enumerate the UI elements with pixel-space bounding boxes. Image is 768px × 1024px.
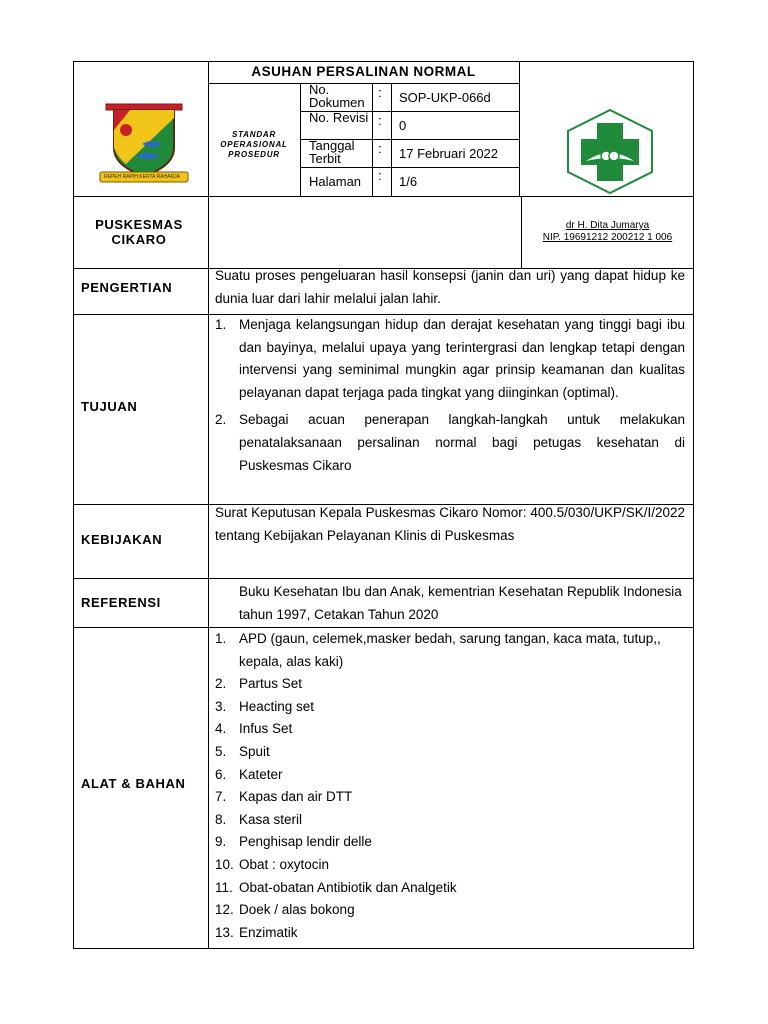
list-item-number: 1. [215,631,227,646]
field-sep-1: : [378,85,382,100]
list-item [215,831,685,854]
list-item [215,764,685,787]
list-item-number: 3. [215,698,227,714]
sop-label [208,130,300,160]
list-item-number: 1. [215,317,227,332]
list-item-number: 9. [215,834,227,850]
list-item-number: 4. [215,721,227,737]
pengertian-text: Suatu proses pengeluaran hasil konsepsi (janin dan uri) yang dapat hidup ke dunia luar dari lahir melalui jalan lahir. [215,268,685,306]
list-item-text: Menjaga kelangsungan hidup dan derajat kesehatan yang tinggi bagi ibu dan bayinya, melalui upaya yang terintergrasi dan lengkap tetapi dengan intervensi yang seminimal mungkin agar prinsip keamanan dan kualitas pelayanan dapat terjaga pada tingkat yang diinginkan (optimal). [239,317,685,400]
list-item-text: Penghisap lendir delle [239,834,372,850]
list-item-number: 2. [215,676,227,692]
list-item [215,696,685,719]
list-item-text: Kateter [239,766,283,782]
list-item [215,314,685,404]
referensi-text: Buku Kesehatan Ibu dan Anak, kementrian Kesehatan Republik Indonesia tahun 1997, Cetakan Tahun 2020 [239,584,682,622]
list-item-number: 10. [215,856,234,872]
list-item-number: 2. [215,412,227,428]
list-item-number: 8. [215,811,227,827]
section-label-referensi: REFERENSI [81,595,161,610]
field-label-no-dokumen: No. Dokumen [309,82,365,110]
list-item [215,877,685,900]
list-item [215,809,685,832]
field-value-no-dokumen: SOP-UKP-066d [399,90,491,105]
list-item [215,854,685,877]
field-value-halaman: 1/6 [399,174,418,189]
list-item-text: Kasa steril [239,811,303,827]
list-item [215,922,685,945]
list-item [215,786,685,809]
sop-label-line-1: STANDAR [231,130,277,139]
field-sep-2: : [378,113,382,128]
org-name: PUSKESMAS CIKARO [95,217,183,247]
list-item [215,741,685,764]
list-item-number: 13. [215,924,234,940]
field-sep-4: : [378,168,382,183]
signer-nip: NIP. 19691212 200212 1 006 [542,232,673,243]
list-item [215,899,685,922]
list-item-text: Obat : oxytocin [239,856,330,872]
section-label-pengertian: PENGERTIAN [81,280,173,295]
list-item-number: 7. [215,789,227,805]
list-item-number: 12. [215,902,234,918]
field-value-no-revisi: 0 [399,118,407,133]
sop-label-line-3: PROSEDUR [228,150,280,159]
field-value-tanggal-terbit: 17 Februari 2022 [399,146,499,161]
list-item-text: Sebagai acuan penerapan langkah-langkah untuk melakukan penatalaksanaan persalinan normal bagi petugas kesehatan di Puskesmas Cikaro [239,412,685,473]
field-label-no-revisi: No. Revisi [309,110,369,125]
list-item-text: Doek / alas bokong [239,902,355,918]
list-item-text: APD (gaun, celemek,masker bedah, sarung tangan, kaca mata, tutup,, kepala, alas kaki) [239,631,661,669]
list-item-number: 11. [215,879,233,895]
list-item-number: 5. [215,743,227,759]
list-item-number: 6. [215,766,227,782]
list-item [215,628,685,673]
field-sep-3: : [378,141,382,156]
signer-name: dr H. Dita Jumarya [565,220,650,231]
field-label-halaman: Halaman [309,174,362,189]
list-item-text: Kapas dan air DTT [239,789,353,805]
crest-motto: REPEH RAPIH KERTA RAHARJA [104,174,180,180]
list-item-text: Obat-obatan Antibiotik dan Analgetik [239,879,457,895]
list-item-text: Enzimatik [239,924,298,940]
alat-bahan-list [215,628,685,944]
kebijakan-text: Surat Keputusan Kepala Puskesmas Cikaro Nomor: 400.5/030/UKP/SK/I/2022 tentang Kebijakan Pelayanan Klinis di Puskesmas [215,505,685,543]
puskesmas-logo [566,109,654,194]
field-label-tanggal-terbit: Tanggal Terbit [309,138,355,166]
list-item-text: Heacting set [239,698,315,714]
list-item [215,673,685,696]
list-item [215,409,685,477]
section-label-alat-bahan: ALAT & BAHAN [81,776,186,791]
tujuan-list [215,314,685,477]
document-title: ASUHAN PERSALINAN NORMAL [251,64,476,79]
list-item-text: Partus Set [239,676,303,692]
list-item-text: Spuit [239,743,270,759]
section-label-tujuan: TUJUAN [81,399,138,414]
sop-label-line-2: OPERASIONAL [220,140,288,149]
section-label-kebijakan: KEBIJAKAN [81,532,163,547]
crest-logo [96,100,192,186]
list-item-text: Infus Set [239,721,293,737]
list-item [215,718,685,741]
